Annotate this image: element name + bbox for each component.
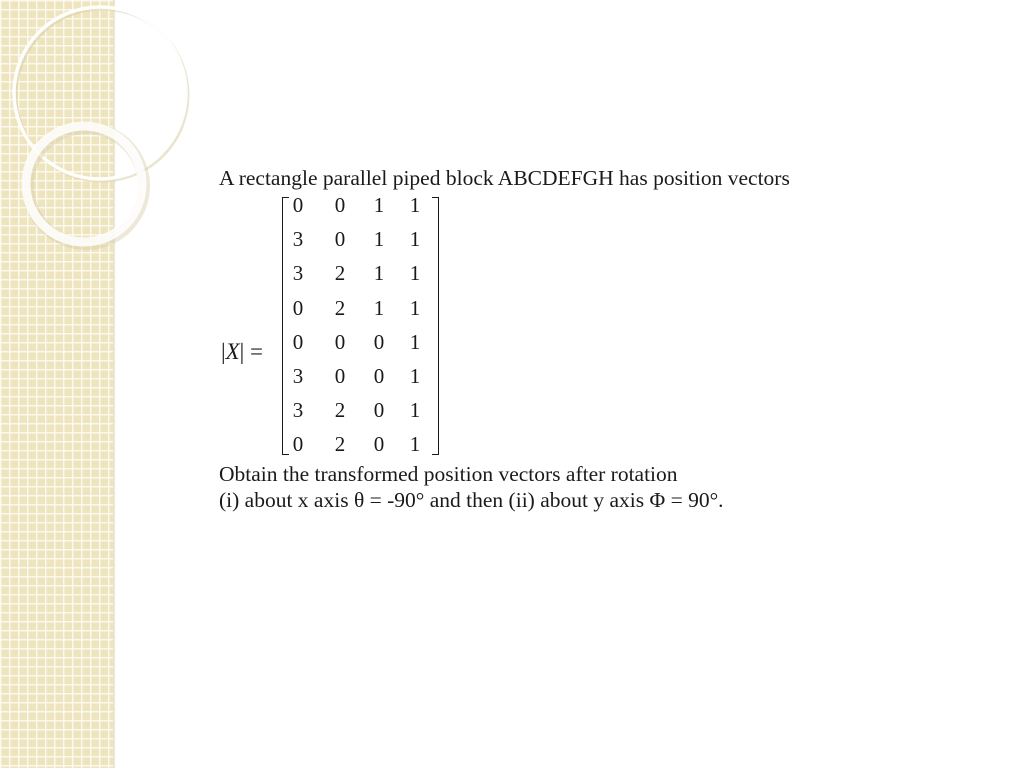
matrix-cell: 0 (373, 398, 385, 423)
intro-text: A rectangle parallel piped block ABCDEFGH has position vectors (219, 166, 790, 190)
slide-content (219, 165, 979, 513)
matrix-row (282, 330, 439, 354)
matrix-cell: 0 (334, 193, 346, 217)
matrix-cell: 2 (334, 261, 346, 286)
matrix-cell: 1 (409, 329, 421, 354)
matrix-equation (219, 193, 979, 461)
matrix-cell: 1 (373, 193, 385, 217)
matrix-cell: 0 (373, 432, 385, 457)
matrix-cell: 3 (292, 398, 304, 423)
question-line-2: (i) about x axis θ = -90° and then (ii) about y axis Φ = 90°. (219, 488, 724, 512)
matrix-cell: 3 (292, 364, 304, 388)
matrix-cell: 1 (373, 227, 385, 252)
matrix-cell: 0 (373, 329, 385, 354)
matrix-cell: 2 (334, 432, 346, 457)
matrix-cell: 1 (409, 398, 421, 423)
matrix-cell: 1 (409, 432, 421, 457)
matrix-label-close: | = (239, 339, 263, 364)
matrix-cell: 1 (373, 295, 385, 320)
position-vector-matrix (282, 193, 439, 457)
matrix-cell: 1 (409, 364, 421, 388)
matrix-cell: 3 (292, 261, 304, 286)
matrix-cell: 1 (409, 193, 421, 217)
matrix-row (282, 261, 439, 285)
matrix-row (282, 364, 439, 388)
matrix-cell: 1 (409, 227, 421, 252)
matrix-label-open: | (221, 339, 226, 364)
matrix-cell: 0 (373, 364, 385, 388)
matrix-cell: 0 (334, 227, 346, 252)
matrix-cell: 0 (334, 364, 346, 388)
matrix-cell: 2 (334, 398, 346, 423)
matrix-cell: 1 (373, 261, 385, 286)
matrix-row (282, 398, 439, 422)
matrix-label-variable: X (225, 339, 240, 364)
matrix-cell: 2 (334, 295, 346, 320)
matrix-row (282, 296, 439, 320)
matrix-cell: 0 (292, 193, 304, 217)
matrix-cell: 0 (334, 329, 346, 354)
matrix-cell: 3 (292, 227, 304, 252)
matrix-row (282, 193, 439, 217)
matrix-row (282, 227, 439, 251)
matrix-row (282, 432, 439, 456)
matrix-label (221, 339, 263, 365)
matrix-cell: 0 (292, 329, 304, 354)
matrix-cell: 0 (292, 432, 304, 457)
question-line-1: Obtain the transformed position vectors after rotation (219, 462, 678, 486)
matrix-cell: 1 (409, 261, 421, 286)
matrix-cell: 1 (409, 295, 421, 320)
matrix-cell: 0 (292, 295, 304, 320)
